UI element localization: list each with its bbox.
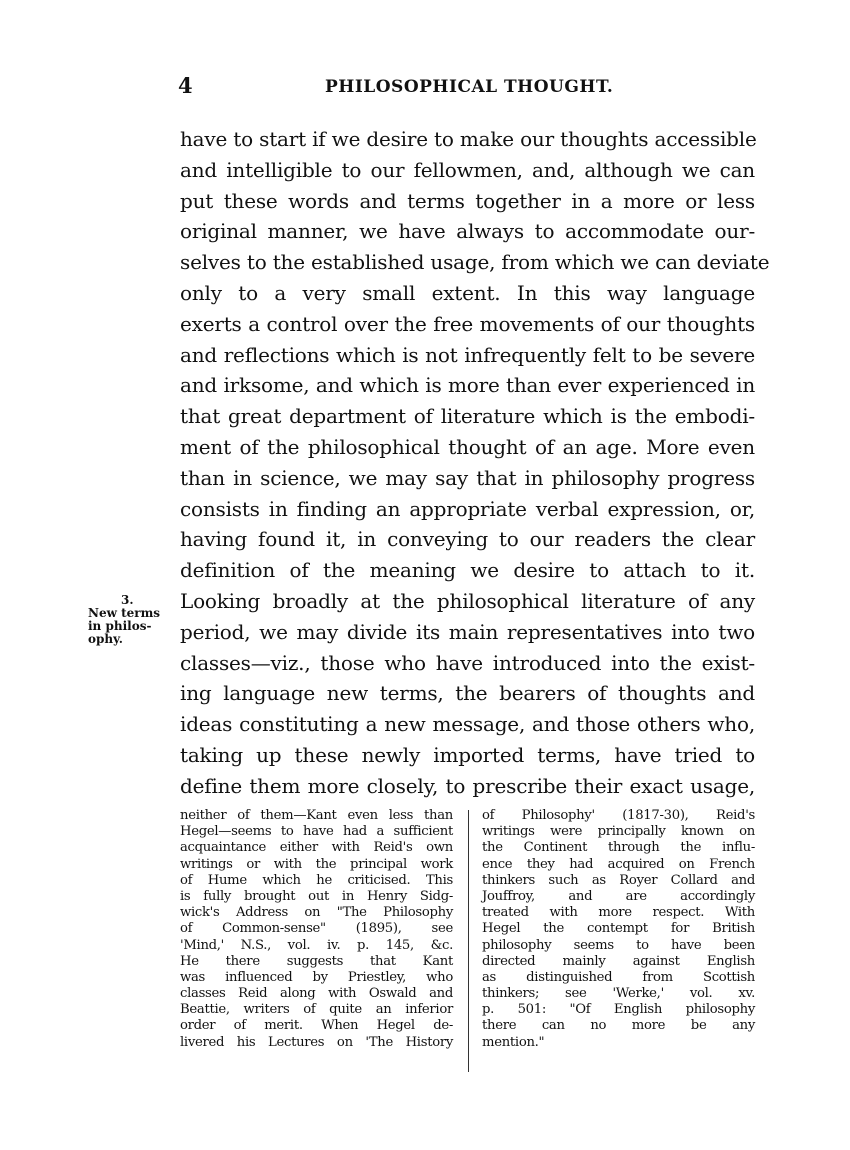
margin-note-line: New terms [88,606,161,620]
body-line: than in science, we may say that in philosophy progress [180,465,755,490]
footnote-line: Jouffroy, and are accordingly [482,888,755,904]
body-line: original manner, we have always to accommodate our- [180,219,755,244]
footnote-column-right [482,808,755,1051]
body-line: classes—viz., those who have introduced into the exist- [180,650,755,675]
footnote-line: neither of them—Kant even less than [180,808,453,823]
footnote-line: Beattie, writers of quite an inferior [180,1002,453,1018]
footnote-line: Hegel—seems to have had a sufficient [180,824,453,840]
footnote-line: was influenced by Priestley, who [180,969,453,985]
body-line: Looking broadly at the philosophical literature of any [180,588,755,613]
body-line: and irksome, and which is more than ever experienced in [180,373,755,398]
body-line: period, we may divide its main representatives into two [180,619,755,644]
body-line: put these words and terms together in a more or less [180,188,755,213]
footnote-line: of Common-sense" (1895), see [180,921,453,937]
body-line: ing language new terms, the bearers of thoughts and [180,681,755,706]
body-line: only to a very small extent. In this way language [180,280,755,305]
footnote-line: directed mainly against English [482,953,755,969]
footnote-line: writings were principally known on [482,824,755,840]
footnote-line: of Philosophy' (1817-30), Reid's [482,808,755,823]
footnote-line: Hegel the contempt for British [482,921,755,937]
margin-note-line: ophy. [88,632,123,646]
footnote-line: writings or with the principal work [180,856,453,872]
body-text [180,124,770,802]
footnote-line: as distinguished from Scottish [482,969,755,985]
body-line: define them more closely, to prescribe their exact usage, [180,773,755,798]
body-line: selves to the established usage, from which we can deviate [180,250,770,275]
footnote-line: of Hume which he criticised. This [180,872,453,888]
margin-note-line: in philos- [88,619,152,633]
body-line: consists in finding an appropriate verbal expression, or, [180,496,755,521]
page-number: 4 [178,73,193,98]
footnote-column-left [180,808,453,1051]
footnote-line: philosophy seems to have been [482,937,755,953]
footnote-line: thinkers; see 'Werke,' vol. xv. [482,986,755,1002]
footnote-line: order of merit. When Hegel de- [180,1018,453,1034]
footnote-line: mention." [482,1034,545,1050]
body-line: definition of the meaning we desire to attach to it. [180,558,755,583]
footnote-line: treated with more respect. With [482,905,755,921]
body-line: exerts a control over the free movements of our thoughts [180,311,755,336]
body-line: have to start if we desire to make our thoughts accessible [180,127,757,151]
footnote-line: 'Mind,' N.S., vol. iv. p. 145, &c. [180,937,453,953]
margin-note [88,594,168,646]
footnote-line: is fully brought out in Henry Sidg- [180,888,453,904]
footnote-line: p. 501: "Of English philosophy [482,1002,755,1018]
footnote-line: He there suggests that Kant [180,953,453,969]
body-line: taking up these newly imported terms, have tried to [180,742,755,767]
footnote-divider [468,810,469,1072]
footnote-line: wick's Address on "The Philosophy [180,905,453,921]
body-line: that great department of literature which is the embodi- [180,404,755,429]
footnote-line: thinkers such as Royer Collard and [482,872,755,888]
margin-note-number: 3. [121,593,134,607]
footnote-line: ence they had acquired on French [482,856,755,872]
footnote-line: livered his Lectures on 'The History [180,1034,453,1050]
running-head: PHILOSOPHICAL THOUGHT. [325,77,614,97]
footnote-line: there can no more be any [482,1018,755,1034]
body-line: and reflections which is not infrequently felt to be severe [180,342,755,367]
footnote-line: acquaintance either with Reid's own [180,840,453,856]
footnote-line: classes Reid along with Oswald and [180,986,453,1002]
body-line: having found it, in conveying to our readers the clear [180,527,755,552]
body-line: ideas constituting a new message, and those others who, [180,712,755,737]
body-line: and intelligible to our fellowmen, and, although we can [180,157,755,182]
footnotes [180,808,758,1080]
body-line: ment of the philosophical thought of an age. More even [180,434,755,459]
footnote-line: the Continent through the influ- [482,840,755,856]
